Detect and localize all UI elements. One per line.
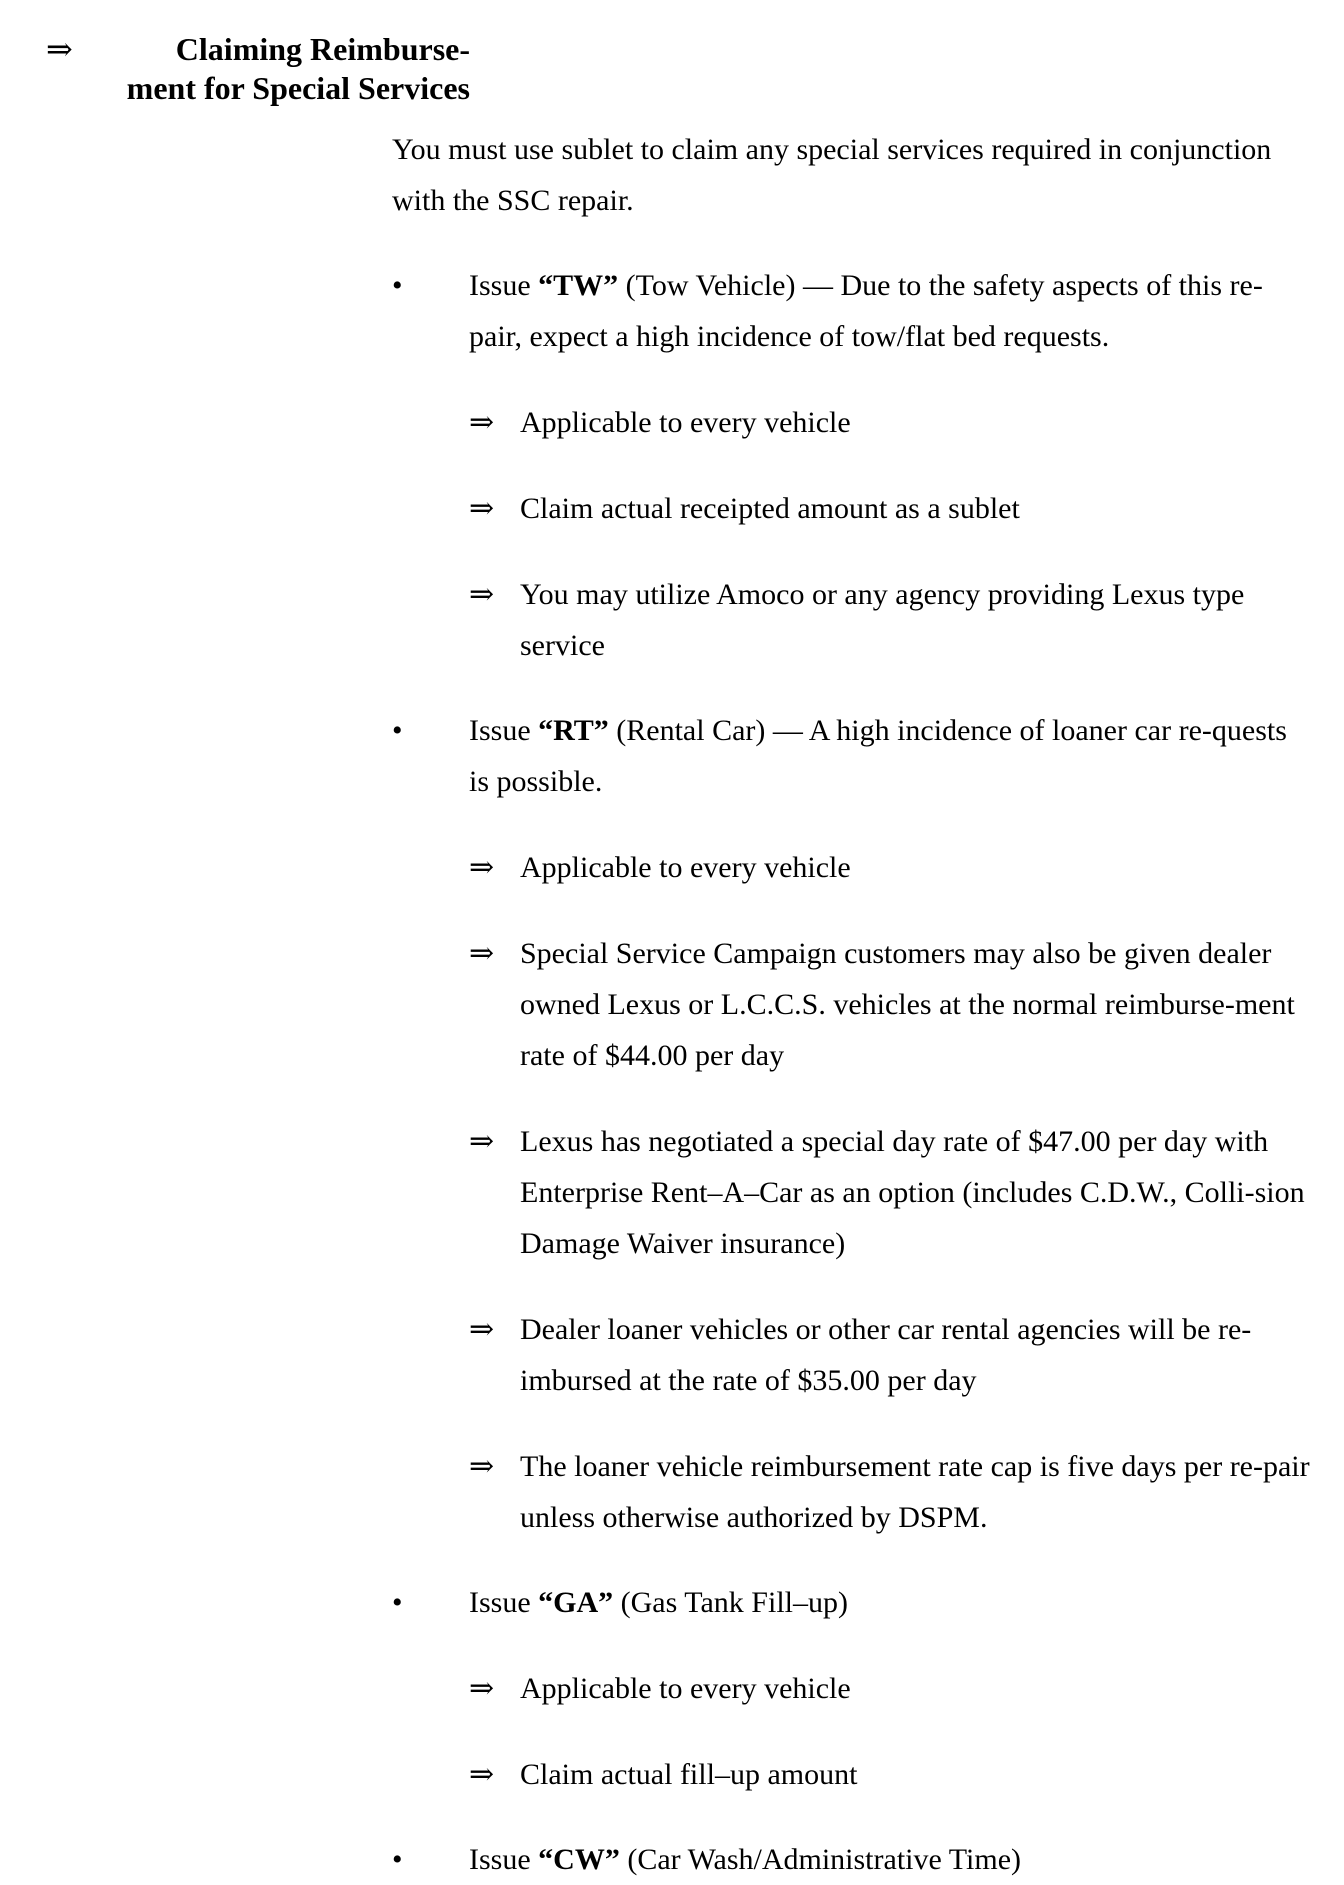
sub-item — [469, 1663, 1312, 1714]
arrow-icon: ⇒ — [469, 937, 495, 970]
bullet-description: (Tow Vehicle) — Due to the safety aspects of this re-pair, expect a high incidence of tow/flat bed requests. — [469, 269, 1263, 353]
bullet-code: “CW” — [538, 1843, 620, 1876]
sub-item-text: Claim actual receipted amount as a sublet — [520, 492, 1020, 525]
sub-item — [469, 928, 1312, 1081]
bullet-code: “RT” — [538, 714, 609, 747]
bullet-code: “TW” — [538, 269, 619, 302]
sub-item-text: Applicable to every vehicle — [520, 851, 851, 884]
bullet-prefix: Issue — [469, 269, 539, 302]
sub-item-text: Claim actual fill–up amount — [520, 1758, 858, 1791]
sub-item-text: The loaner vehicle reimbursement rate cap is five days per re-pair unless otherwise authorized by DSPM. — [520, 1450, 1310, 1534]
bullet-description: (Gas Tank Fill–up) — [613, 1586, 848, 1619]
bullet-text — [469, 1834, 1312, 1885]
sub-item-text: Lexus has negotiated a special day rate of $47.00 per day with Enterprise Rent–A–Car as an option (includes C.D.W., Colli-sion Damage Waiver insurance) — [520, 1125, 1305, 1260]
bullet-item-cw — [392, 1834, 1312, 1885]
section-heading-line-1: Claiming Reimburse- — [175, 31, 470, 67]
intro-paragraph: You must use sublet to claim any special services required in conjunction with the SSC repair. — [392, 133, 1272, 217]
sub-item — [469, 842, 1312, 893]
arrow-icon: ⇒ — [469, 851, 495, 884]
bullet-icon: • — [392, 714, 403, 747]
arrow-icon: ⇒ — [469, 1125, 495, 1158]
sub-item-text: Applicable to every vehicle — [520, 406, 851, 439]
arrow-icon: ⇒ — [469, 578, 495, 611]
heading-arrow-icon: ⇒ — [46, 31, 73, 67]
bullet-text — [469, 260, 1312, 362]
bullet-item-tw — [392, 260, 1312, 671]
bullet-item-rt — [392, 705, 1312, 1543]
sub-item — [469, 397, 1312, 448]
bullet-icon: • — [392, 269, 403, 302]
sub-item — [469, 1116, 1312, 1269]
body-column — [392, 124, 1312, 1885]
bullet-prefix: Issue — [469, 1843, 539, 1876]
bullet-prefix: Issue — [469, 1586, 539, 1619]
sub-item-text: Applicable to every vehicle — [520, 1672, 851, 1705]
bullet-text — [469, 1577, 1312, 1628]
bullet-icon: • — [392, 1586, 403, 1619]
sub-item-text: Special Service Campaign customers may also be given dealer owned Lexus or L.C.C.S. vehicles at the normal reimburse-ment rate of $44.00 per day — [520, 937, 1295, 1072]
sub-item — [469, 1749, 1312, 1800]
bullet-description: (Rental Car) — A high incidence of loaner car re-quests is possible. — [469, 714, 1287, 798]
section-heading-line-2: ment for Special Services — [126, 70, 470, 106]
bullet-prefix: Issue — [469, 714, 539, 747]
sub-item-text: You may utilize Amoco or any agency providing Lexus type service — [520, 578, 1245, 662]
section-heading — [90, 30, 470, 108]
arrow-icon: ⇒ — [469, 492, 495, 525]
sub-item — [469, 483, 1312, 534]
sub-item — [469, 569, 1312, 671]
arrow-icon: ⇒ — [469, 1450, 495, 1483]
sub-item — [469, 1304, 1312, 1406]
bullet-item-ga — [392, 1577, 1312, 1800]
bullet-code: “GA” — [538, 1586, 614, 1619]
bullet-description: (Car Wash/Administrative Time) — [619, 1843, 1022, 1876]
arrow-icon: ⇒ — [469, 1672, 495, 1705]
arrow-icon: ⇒ — [469, 1313, 495, 1346]
bullet-icon: • — [392, 1843, 403, 1876]
sub-item — [469, 1441, 1312, 1543]
sub-item-text: Dealer loaner vehicles or other car rental agencies will be re-imbursed at the rate of $35.00 per day — [520, 1313, 1252, 1397]
arrow-icon: ⇒ — [469, 406, 495, 439]
bullet-text — [469, 705, 1312, 807]
arrow-icon: ⇒ — [469, 1758, 495, 1791]
